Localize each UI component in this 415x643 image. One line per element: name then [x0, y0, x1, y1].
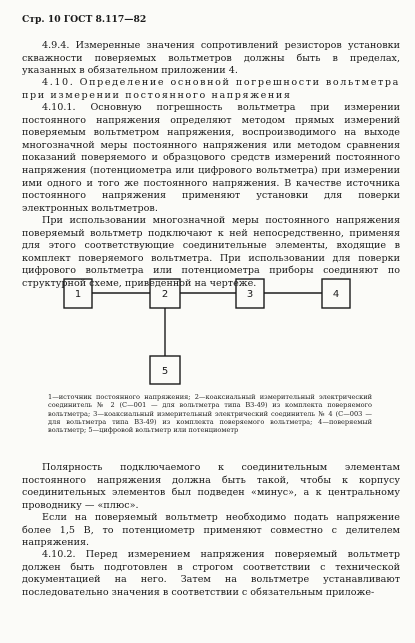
paragraph-divider: Если на поверяемый вольтметр необходимо подать напряжение более 1,5 В, то потенциометр применяют совместно с делителем напряжения. [22, 512, 400, 549]
page-header: Стр. 10 ГОСТ 8.117—82 [22, 14, 147, 25]
box-label-5: 5 [161, 366, 169, 377]
paragraph-4-10-1: 4.10.1. Основную погрешность вольтметра при измерении постоянного напряжения определяют методом прямых измерений поверяемым вольтметром напряжения, воспроизводимого на выходе многозначной меры постоянного напряжения или методом сравнения показаний поверяемого и образцового средств измерений постоянного напряжения (потенциометра или цифрового вольтметра) при измерении ими одного и того же постоянного напряжения. В качестве источника постоянного напряжения применяют установки для поверки электронных вольтметров. [22, 102, 400, 214]
box-label-1: 1 [74, 289, 82, 300]
diagram-caption: 1—источник постоянного напряжения; 2—коаксиальный измерительный электрический соединитель № 2 (С—001 — для вольтметра типа В3-49) из комплекта поверяемого вольтметра; 3—коаксиальный измерительный электрический соединитель № 4 (С—003 — для вольтметра типа В3-49) из комплекта поверяемого вольтметра; 4—поверяемый вольтметр; 5—цифровой вольтметр или потенциометр [48, 393, 372, 435]
paragraph-4-10-2: 4.10.2. Перед измерением напряжения поверяемый вольтметр должен быть подготовлен в строгом соответствии с технической документацией на него. Затем на вольтметре устанавливают последовательно значения в соответствии с обязательным приложе- [22, 549, 400, 598]
paragraph-polarity: Полярность подключаемого к соединительным элементам постоянного напряжения должна быть такой, чтобы к корпусу соединительных элементов был подведен «минус», а к центральному проводнику — «плюс». [22, 462, 400, 511]
section-heading-4-10: 4.10. Определение основной погрешности вольтметра при измерении постоянного напряжения [22, 77, 400, 101]
paragraph-4-9-4: 4.9.4. Измеренные значения сопротивлений резисторов установки скважности поверяемых вольтметров должны быть в пределах, указанных в обязательном приложении 4. [22, 40, 400, 77]
box-label-4: 4 [332, 289, 340, 300]
paragraph-connection: При использовании многозначной меры постоянного напряжения поверяемый вольтметр подключают к ней непосредственно, применяя для этого соответствующие соединительные элементы, входящие в комплект поверяемого вольтметра. При использовании для поверки цифрового вольтметра или потенциометра приборы соединяют по структурной схеме, приведенной на чертеже. [22, 215, 400, 289]
block-diagram [0, 276, 415, 386]
box-label-2: 2 [161, 289, 169, 300]
box-label-3: 3 [246, 289, 254, 300]
